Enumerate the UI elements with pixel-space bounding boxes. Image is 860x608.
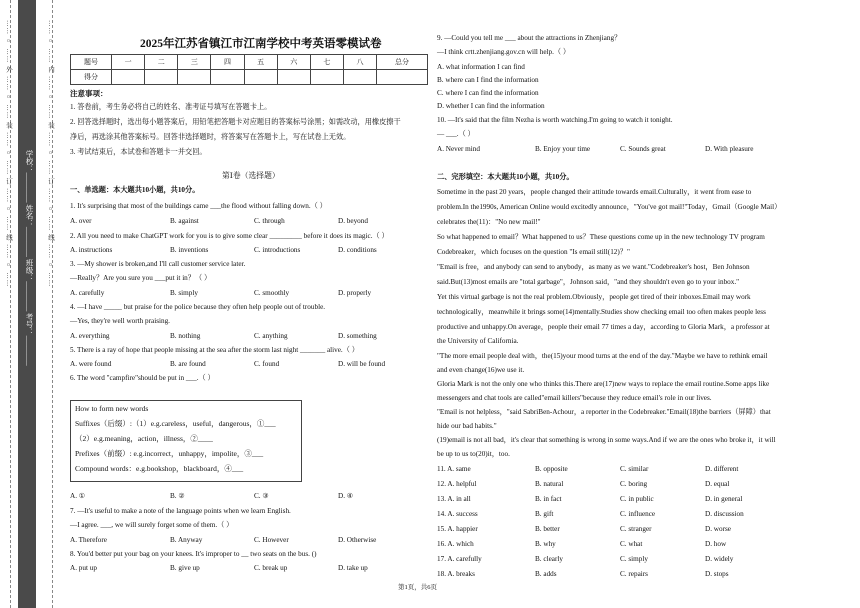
cloze-option: B. why — [535, 540, 556, 548]
q2-option: D. conditions — [338, 246, 377, 254]
exam-title: 2025年江苏省镇江市江南学校中考英语零模试卷 — [140, 38, 382, 50]
passage-line: Codebreaker，which focuses on the question "Is email still(12)？" — [437, 248, 630, 256]
part1-title: 第Ⅰ卷（选择题） — [222, 171, 280, 180]
q4-option: B. nothing — [170, 332, 201, 340]
score-header-cell: 三 — [178, 55, 211, 70]
passage-line: "Email is free，and anybody can send to anybody，as many as we want."Codebreaker's host，Ben Johnson — [437, 263, 750, 271]
q1-option: C. through — [254, 217, 285, 225]
passage-line: (19)email is not all bad，it's clear that something is wrong in some ways.And if we are the ones who broke it，it will — [437, 436, 776, 444]
q9-stem2: —I think crtt.zhenjiang.gov.cn will help.（ ） — [437, 48, 571, 56]
q9-stem: 9. —Could you tell me ___ about the attractions in Zhenjiang？ — [437, 34, 622, 42]
cloze-option: B. adds — [535, 570, 557, 578]
q2-option: A. instructions — [70, 246, 113, 254]
cloze-option: B. natural — [535, 480, 564, 488]
q6-option: A. ① — [70, 492, 86, 500]
q9-option: A. what information I can find — [437, 63, 525, 71]
score-cell — [244, 70, 277, 85]
q10-stem2: — ___.（ ） — [437, 130, 475, 138]
q6-option: D. ④ — [338, 492, 354, 500]
score-header-cell: 八 — [343, 55, 376, 70]
word-formation-box — [70, 400, 302, 482]
score-cell — [377, 70, 428, 85]
cloze-option: 15. A. happier — [437, 525, 478, 533]
q3-stem2: —Really？Are you sure you ___put it in？（ ） — [70, 274, 212, 282]
q10-option: B. Enjoy your time — [535, 145, 591, 153]
cloze-option: 18. A. breaks — [437, 570, 475, 578]
q10-option: A. Never mind — [437, 145, 480, 153]
score-header-cell: 总分 — [377, 55, 428, 70]
cloze-option: B. opposite — [535, 465, 568, 473]
passage-line: problem.In the1990s, American Online would excitedly announce，"You've got mail!"Today，Gmail（Google Mail） — [437, 203, 782, 211]
q10-stem: 10. —It's said that the film Nezha is worth watching.I'm going to watch it tonight. — [437, 116, 673, 124]
cloze-option: D. how — [705, 540, 727, 548]
passage-line: and even change(16)we use it. — [437, 366, 525, 374]
q2-option: C. introductions — [254, 246, 301, 254]
score-cell — [178, 70, 211, 85]
cloze-option: C. what — [620, 540, 643, 548]
score-cell — [211, 70, 244, 85]
cloze-option: C. boring — [620, 480, 648, 488]
q6-option: B. ② — [170, 492, 185, 500]
passage-line: technologically，meanwhile it brings some(14)mentally.Studies show checking email too often makes people less — [437, 308, 766, 316]
score-cell — [112, 70, 145, 85]
cloze-option: 14. A. success — [437, 510, 478, 518]
note-item: 2. 回答选择题时，选出每小题答案后，用铅笔把答题卡对应题目的答案标号涂黑；如需改动，用橡皮擦干 — [70, 118, 401, 126]
passage-line: be up to us to(20)it，too. — [437, 450, 510, 458]
cloze-option: B. gift — [535, 510, 554, 518]
margin-dots-right: …… ○ …… 内 …… ○ …… 装 …… ○ …… 订 …… ○ …… 线 …… ○ …… — [47, 20, 54, 288]
score-cell — [310, 70, 343, 85]
q7-stem2: —I agree. ___, we will surely forget some of them.（ ） — [70, 521, 234, 529]
q3-option: A. carefully — [70, 289, 105, 297]
cloze-option: D. different — [705, 465, 739, 473]
cloze-option: C. similar — [620, 465, 649, 473]
cloze-option: 13. A. in all — [437, 495, 471, 503]
q9-option: B. where can I find the information — [437, 76, 539, 84]
q2-option: B. inventions — [170, 246, 209, 254]
cloze-option: C. in public — [620, 495, 654, 503]
q9-option: C. where I can find the information — [437, 89, 539, 97]
note-item: 净后，再选涂其他答案标号。回答非选择题时，将答案写在答题卡上，写在试卷上无效。 — [70, 133, 351, 141]
q10-option: D. With pleasure — [705, 145, 754, 153]
q5-option: D. will be found — [338, 360, 386, 368]
q3-stem: 3. —My shower is broken,and I'll call customer service later. — [70, 260, 246, 268]
cloze-option: D. widely — [705, 555, 734, 563]
score-header-cell: 二 — [145, 55, 178, 70]
margin-dots-left: …… ○ …… 外 …… ○ …… 装 …… ○ …… 订 …… ○ …… 线 …… ○ …… — [5, 20, 12, 288]
box-line: How to form new words — [75, 404, 149, 413]
cloze-option: C. stranger — [620, 525, 652, 533]
cloze-option: 11. A. same — [437, 465, 471, 473]
notes-heading: 注意事项： — [70, 89, 108, 98]
passage-line: Sometime in the past 20 years，people changed their attitude towards email.Culturally，it went from ease to — [437, 188, 752, 196]
q5-option: C. found — [254, 360, 280, 368]
score-header-cell: 一 — [112, 55, 145, 70]
q3-option: D. properly — [338, 289, 372, 297]
note-item: 3. 考试结束后，本试卷和答题卡一并交回。 — [70, 148, 207, 156]
q5-stem: 5. There is a ray of hope that people missing at the sea after the storm last night _______ alive.（ ） — [70, 346, 359, 354]
passage-line: "Email is not helpless，"said SabriBen-Achour，a reporter in the Codebreaker."Email(18)the barriers（屏障）that — [437, 408, 771, 416]
passage-line: Yet this virtual garbage is not the real problem.Obviously，people get tired of their inboxes.Email may work — [437, 293, 751, 301]
q8-option: D. take up — [338, 564, 368, 572]
cloze-option: B. clearly — [535, 555, 563, 563]
q9-option: D. whether I can find the information — [437, 102, 545, 110]
q4-option: A. everything — [70, 332, 110, 340]
cloze-option: B. in fact — [535, 495, 562, 503]
q7-option: D. Otherwise — [338, 536, 377, 544]
q5-option: A. were found — [70, 360, 112, 368]
cloze-option: D. stops — [705, 570, 729, 578]
cloze-option: B. better — [535, 525, 560, 533]
cloze-option: C. repairs — [620, 570, 648, 578]
score-header-cell: 六 — [277, 55, 310, 70]
q3-option: B. simply — [170, 289, 198, 297]
section1-heading: 一、单选题：本大题共10小题，共10分。 — [70, 186, 200, 194]
cloze-option: D. in general — [705, 495, 743, 503]
q10-option: C. Sounds great — [620, 145, 666, 153]
q1-stem: 1. It's surprising that most of the buildings came ___the flood without falling down.（ ） — [70, 202, 327, 210]
q8-stem: 8. You'd better put your bag on your knees. It's improper to __ two seats on the bus. () — [70, 550, 317, 558]
passage-line: the University of California. — [437, 337, 519, 345]
score-row-label: 得分 — [71, 70, 112, 85]
margin-fields: 学校：________ 姓名：________ 班级：________ 考号：________ — [25, 150, 34, 366]
q6-option: C. ③ — [254, 492, 269, 500]
q4-option: C. anything — [254, 332, 288, 340]
q8-option: A. put up — [70, 564, 97, 572]
score-cell — [343, 70, 376, 85]
q8-option: B. give up — [170, 564, 200, 572]
score-header-cell: 四 — [211, 55, 244, 70]
cloze-option: D. worse — [705, 525, 731, 533]
cloze-option: 16. A. which — [437, 540, 474, 548]
passage-line: hide our bad habits." — [437, 422, 497, 430]
box-line: Suffixes（后缀）:（1）e.g.careless，useful，dangerous，①___ — [75, 419, 276, 428]
cloze-option: C. influence — [620, 510, 656, 518]
q1-option: A. over — [70, 217, 92, 225]
q7-option: C. However — [254, 536, 289, 544]
q7-option: A. Therefore — [70, 536, 107, 544]
passage-line: said.But(13)most emails are "total garbage"，Johnson said，"and they shouldn't even go to your inbox." — [437, 278, 740, 286]
q7-stem: 7. —It's useful to make a note of the language points when we learn English. — [70, 507, 291, 515]
page-footer: 第1页，共6页 — [398, 584, 437, 591]
passage-line: celebrates the(11)："No new mail!" — [437, 218, 541, 226]
cloze-option: 12. A. helpful — [437, 480, 477, 488]
score-cell — [145, 70, 178, 85]
box-line: （2）e.g.meaning，action，illness，②____ — [75, 434, 213, 443]
box-line: Compound words：e.g.bookshop，blackboard，④___ — [75, 464, 244, 473]
passage-line: Gloria Mark is not the only one who thinks this.There are(17)new ways to replace the email routine.Some apps like — [437, 380, 770, 388]
passage-line: messengers and chat tools are called"email killers"because they reduce email's role in our lives. — [437, 394, 712, 402]
q5-option: B. are found — [170, 360, 206, 368]
score-header-cell: 七 — [310, 55, 343, 70]
score-cell — [277, 70, 310, 85]
q4-stem: 4. —I have _____ but praise for the police because they often help people out of trouble. — [70, 303, 326, 311]
cloze-option: C. simply — [620, 555, 648, 563]
binding-margin — [0, 0, 62, 608]
box-line: Prefixes（前缀）: e.g.incorrect，unhappy，impolite，③___ — [75, 449, 264, 458]
section2-heading: 二、完形填空：本大题共10小题，共10分。 — [437, 173, 574, 181]
cloze-option: 17. A. carefully — [437, 555, 482, 563]
q2-stem: 2. All you need to make ChatGPT work for you is to give some clear _________ before it does its magic.（ ） — [70, 232, 389, 240]
q3-option: C. smoothly — [254, 289, 290, 297]
passage-line: So what happened to email？What happened to us？These questions come up in the new technology TV program — [437, 233, 765, 241]
q7-option: B. Anyway — [170, 536, 203, 544]
q4-option: D. something — [338, 332, 377, 340]
score-header-cell: 五 — [244, 55, 277, 70]
cloze-option: D. equal — [705, 480, 730, 488]
note-item: 1. 答卷前，考生务必将自己的姓名、准考证号填写在答题卡上。 — [70, 103, 272, 111]
score-table — [70, 54, 428, 85]
q6-stem: 6. The word "campfire"should be put in ___.（ ） — [70, 374, 215, 382]
score-header-cell: 题号 — [71, 55, 112, 70]
passage-line: productive and unhappy.On average，people their email 77 times a day，according to Gloria Mark，a professor at — [437, 323, 770, 331]
passage-line: "The more email people deal with，the(15)your mood turns at the end of the day."Maybe we have to rethink email — [437, 352, 768, 360]
q1-option: B. against — [170, 217, 199, 225]
q4-stem2: —Yes, they're well worth praising. — [70, 317, 170, 325]
q8-option: C. break up — [254, 564, 288, 572]
q1-option: D. beyond — [338, 217, 368, 225]
cloze-option: D. discussion — [705, 510, 744, 518]
